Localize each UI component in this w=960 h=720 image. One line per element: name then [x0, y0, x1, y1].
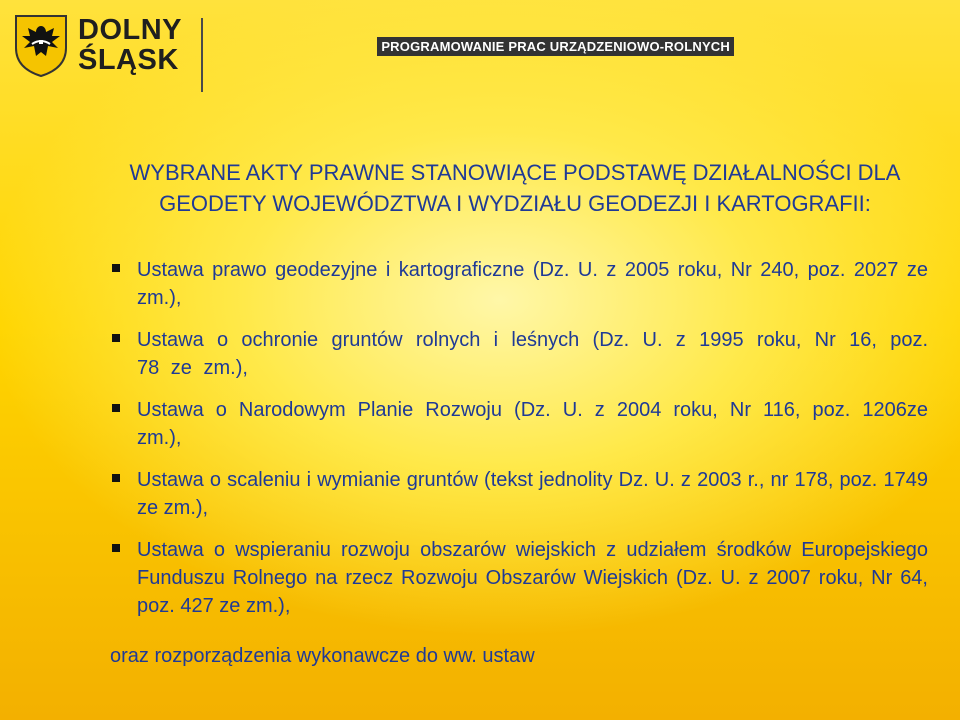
- square-bullet-icon: [112, 334, 120, 342]
- list-item: [110, 466, 928, 522]
- title-line-2: GEODETY WOJEWÓDZTWA I WYDZIAŁU GEODEZJI I KARTOGRAFII:: [159, 191, 871, 216]
- list-item: [110, 326, 928, 382]
- slide-title: [110, 157, 920, 219]
- legal-acts-list: [110, 256, 928, 634]
- square-bullet-icon: [112, 474, 120, 482]
- header-banner: PROGRAMOWANIE PRAC URZĄDZENIOWO-ROLNYCH: [377, 37, 734, 56]
- closing-text: oraz rozporządzenia wykonawcze do ww. ustaw: [110, 645, 535, 667]
- square-bullet-icon: [112, 404, 120, 412]
- logo-line-2: ŚLĄSK: [78, 44, 179, 76]
- list-item-text: Ustawa o scaleniu i wymianie gruntów (tekst jednolity Dz. U. z 2003 r., nr 178, poz. 1749 ze zm.),: [137, 469, 928, 519]
- list-item-text: Ustawa o wspieraniu rozwoju obszarów wiejskich z udziałem środków Europejskiego Funduszu Rolnego na rzecz Rozwoju Obszarów Wiejskich (Dz. U. z 2007 roku, Nr 64, poz. 427 ze zm.),: [137, 539, 928, 617]
- list-item-text: Ustawa o ochronie gruntów rolnych i leśnych (Dz. U. z 1995 roku, Nr 16, poz. 78 ze zm.),: [137, 329, 928, 379]
- logo-line-1: DOLNY: [78, 14, 182, 46]
- header-divider: [201, 18, 203, 92]
- square-bullet-icon: [112, 544, 120, 552]
- square-bullet-icon: [112, 264, 120, 272]
- title-line-1: WYBRANE AKTY PRAWNE STANOWIĄCE PODSTAWĘ DZIAŁALNOŚCI DLA: [129, 160, 901, 185]
- logo-wordmark: [78, 16, 182, 75]
- list-item-text: Ustawa o Narodowym Planie Rozwoju (Dz. U. z 2004 roku, Nr 116, poz. 1206ze zm.),: [137, 399, 928, 449]
- coat-of-arms-icon: [14, 14, 68, 78]
- list-item-text: Ustawa prawo geodezyjne i kartograficzne (Dz. U. z 2005 roku, Nr 240, poz. 2027 ze zm.),: [137, 259, 928, 309]
- list-item: [110, 536, 928, 620]
- list-item: [110, 396, 928, 452]
- list-item: [110, 256, 928, 312]
